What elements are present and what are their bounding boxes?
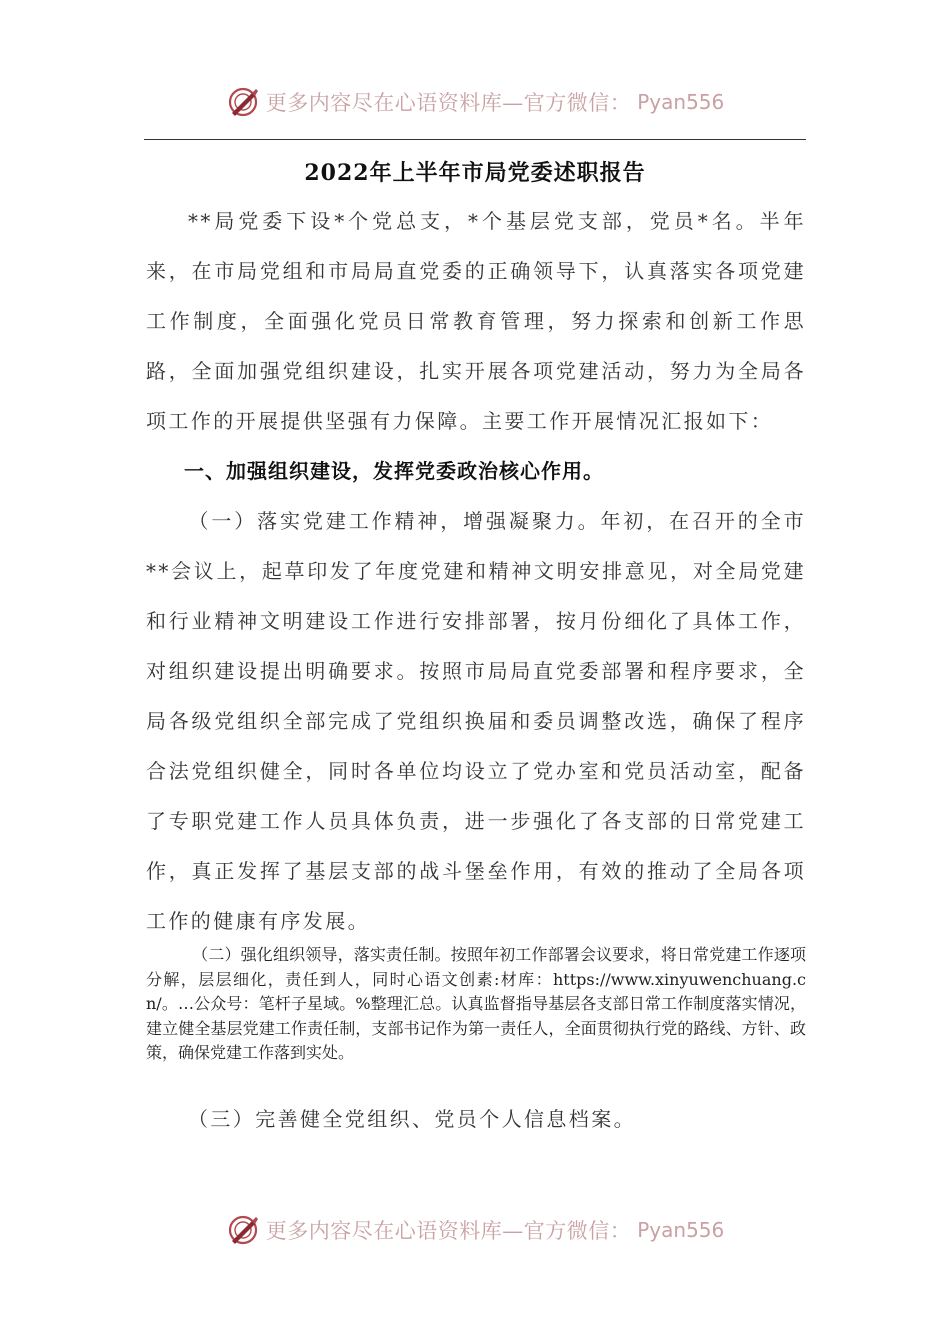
paragraph-1 (146, 496, 806, 946)
seal-logo-icon (226, 1213, 260, 1247)
watermark-text: 更多内容尽在心语资料库—官方微信： (265, 91, 632, 115)
paragraph-1-text: （一）落实党建工作精神，增强凝聚力。年初，在召开的全市**会议上，起草印发了年度党建和精神文明安排意见，对全局党建和行业精神文明建设工作进行安排部署，按月份细化了具体工作，对组织建设提出明确要求。按照市局局直党委部署和程序要求，全局各级党组织全部完成了党组织换届和委员调整改选，确保了程序合法党组织健全，同时各单位均设立了党办室和党员活动室，配备了专职党建工作人员具体负责，进一步强化了各支部的日常党建工作，真正发挥了基层支部的战斗堡垒作用，有效的推动了全局各项工作的健康有序发展。 (146, 509, 806, 933)
intro-paragraph (146, 196, 806, 446)
paragraph-2 (146, 943, 806, 1066)
paragraph-3-text: （三）完善健全党组织、党员个人信息档案。 (188, 1107, 636, 1131)
footer-watermark (0, 1210, 950, 1250)
watermark-text: 更多内容尽在心语资料库—官方微信： (265, 1219, 632, 1243)
header-rule (144, 139, 806, 140)
paragraph-2-text: （二）强化组织领导，落实责任制。按照年初工作部署会议要求，将日常党建工作逐项分解，层层细化，责任到人，同时心语文创素:材库：https://www.xinyuwenchuang.cn/。…公众号：笔杆子星域。%整理汇总。认真监督指导基层各支部日常工作制度落实情况，建立健全基层党建工作责任制，支部书记作为第一责任人，全面贯彻执行党的路线、方针、政策，确保党建工作落到实处。 (146, 945, 806, 1062)
watermark-wechat-id: Pyan556 (637, 90, 725, 114)
document-title: 2022年上半年市局党委述职报告 (304, 160, 646, 186)
seal-logo-icon (226, 85, 260, 119)
paragraph-3 (146, 1094, 806, 1144)
header-watermark (0, 82, 950, 122)
watermark-wechat-id: Pyan556 (637, 1218, 725, 1242)
section-heading: 一、加强组织建设，发挥党委政治核心作用。 (184, 459, 604, 483)
intro-text: **局党委下设*个党总支，*个基层党支部，党员*名。半年来，在市局党组和市局局直党委的正确领导下，认真落实各项党建工作制度，全面强化党员日常教育管理，努力探索和创新工作思路，全面加强党组织建设，扎实开展各项党建活动，努力为全局各项工作的开展提供坚强有力保障。主要工作开展情况汇报如下： (146, 209, 806, 433)
